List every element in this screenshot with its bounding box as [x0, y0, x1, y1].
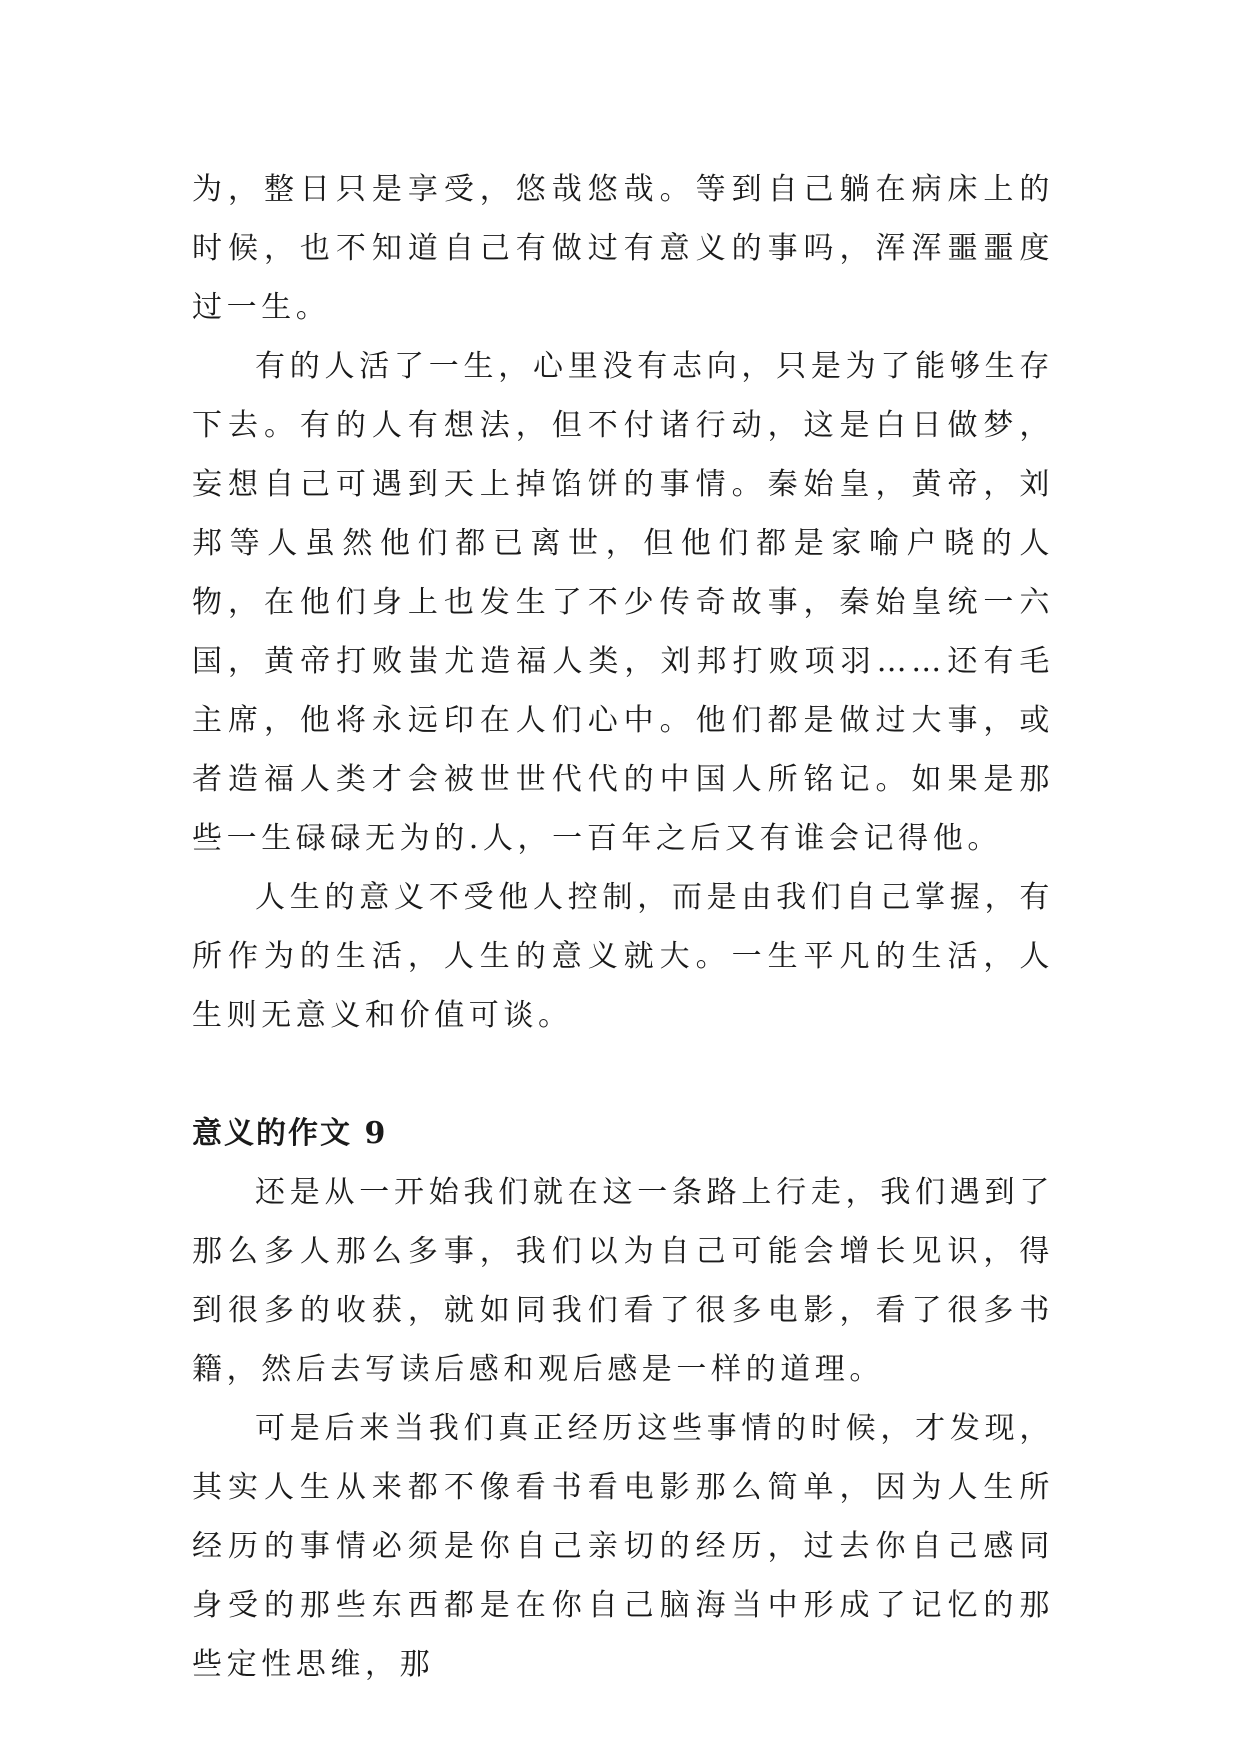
section-title: 意义的作文 9	[192, 1116, 388, 1151]
paragraph-continued: 为，整日只是享受，悠哉悠哉。等到自己躺在病床上的时候，也不知道自己有做过有意义的事吗，浑浑噩噩度过一生。	[192, 172, 1054, 325]
paragraph: 有的人活了一生，心里没有志向，只是为了能够生存下去。有的人有想法，但不付诸行动，这是白日做梦，妄想自己可遇到天上掉馅饼的事情。秦始皇，黄帝，刘邦等人虽然他们都已离世，但他们都是家喻户晓的人物，在他们身上也发生了不少传奇故事，秦始皇统一六国，黄帝打败蚩尤造福人类，刘邦打败项羽……还有毛主席，他将永远印在人们心中。他们都是做过大事，或者造福人类才会被世世代代的中国人所铭记。如果是那些一生碌碌无为的.人，一百年之后又有谁会记得他。	[192, 349, 1054, 856]
document-page	[192, 160, 1054, 1694]
paragraph: 还是从一开始我们就在这一条路上行走，我们遇到了那么多人那么多事，我们以为自己可能会增长见识，得到很多的收获，就如同我们看了很多电影，看了很多书籍，然后去写读后感和观后感是一样的道理。	[192, 1175, 1054, 1387]
paragraph: 可是后来当我们真正经历这些事情的时候，才发现，其实人生从来都不像看书看电影那么简单，因为人生所经历的事情必须是你自己亲切的经历，过去你自己感同身受的那些东西都是在你自己脑海当中形成了记忆的那些定性思维，那	[192, 1411, 1054, 1682]
paragraph: 人生的意义不受他人控制，而是由我们自己掌握，有所作为的生活，人生的意义就大。一生平凡的生活，人生则无意义和价值可谈。	[192, 880, 1054, 1033]
